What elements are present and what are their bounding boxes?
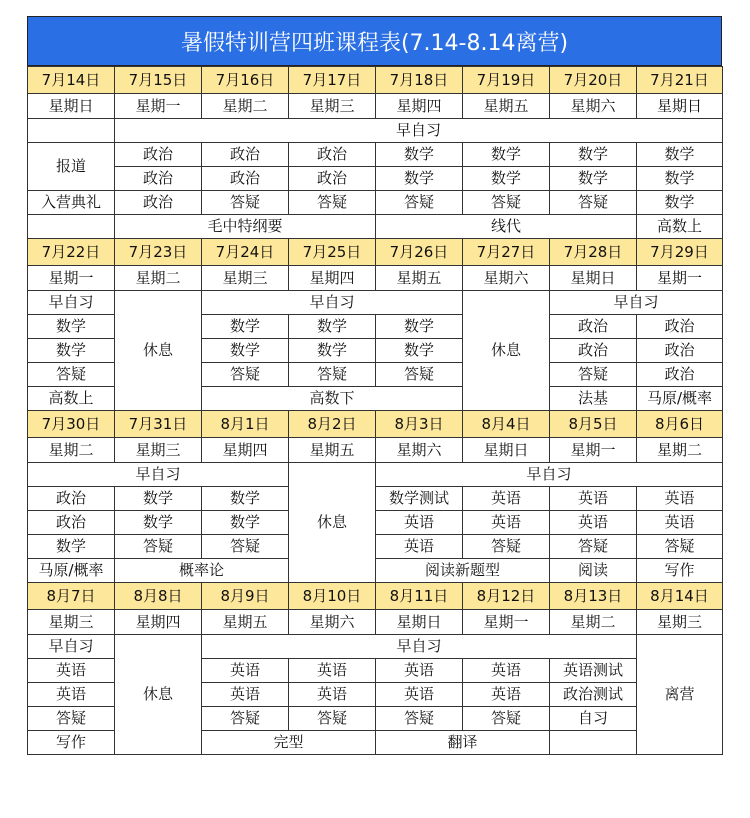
- weekday-cell: 星期四: [202, 438, 289, 463]
- session-cell: 高数上: [28, 387, 115, 411]
- session-cell: 答疑: [637, 535, 723, 559]
- session-cell: 英语: [463, 511, 550, 535]
- session-cell: 休息: [115, 291, 202, 411]
- session-cell: 入营典礼: [28, 191, 115, 215]
- session-cell: 数学: [28, 339, 115, 363]
- session-cell: 英语测试: [550, 659, 637, 683]
- weekday-row: [28, 438, 723, 463]
- session-cell: 报道: [28, 143, 115, 191]
- weekday-cell: 星期三: [289, 94, 376, 119]
- session-cell: 英语: [202, 659, 289, 683]
- session-cell: 高数上: [637, 215, 723, 239]
- session-cell: [28, 215, 115, 239]
- weekday-cell: 星期六: [376, 438, 463, 463]
- date-cell: 7月14日: [28, 67, 115, 94]
- session-cell: 答疑: [289, 363, 376, 387]
- session-cell: 答疑: [289, 707, 376, 731]
- session-cell: 英语: [28, 659, 115, 683]
- session-cell: 早自习: [550, 291, 723, 315]
- session-cell: 政治测试: [550, 683, 637, 707]
- date-cell: 8月9日: [202, 583, 289, 610]
- weekday-cell: 星期二: [115, 266, 202, 291]
- session-cell: 数学: [376, 143, 463, 167]
- session-row: [28, 511, 723, 535]
- date-cell: 8月5日: [550, 411, 637, 438]
- session-cell: 马原/概率: [637, 387, 723, 411]
- session-cell: 数学: [376, 339, 463, 363]
- session-cell: 数学: [28, 315, 115, 339]
- date-cell: 7月25日: [289, 239, 376, 266]
- session-cell: 早自习: [376, 463, 723, 487]
- session-cell: 答疑: [463, 191, 550, 215]
- session-cell: 马原/概率: [28, 559, 115, 583]
- session-cell: 数学: [289, 339, 376, 363]
- session-cell: 数学: [115, 511, 202, 535]
- date-cell: 7月28日: [550, 239, 637, 266]
- session-cell: 阅读新题型: [376, 559, 550, 583]
- date-cell: 8月7日: [28, 583, 115, 610]
- session-cell: 英语: [463, 659, 550, 683]
- session-cell: 英语: [463, 683, 550, 707]
- session-cell: 数学: [637, 167, 723, 191]
- session-cell: [28, 119, 115, 143]
- weekday-cell: 星期四: [376, 94, 463, 119]
- session-cell: 早自习: [115, 119, 723, 143]
- session-cell: 早自习: [28, 463, 289, 487]
- date-cell: 7月21日: [637, 67, 723, 94]
- date-cell: 7月22日: [28, 239, 115, 266]
- session-cell: 英语: [289, 683, 376, 707]
- date-cell: 7月31日: [115, 411, 202, 438]
- date-cell: 7月23日: [115, 239, 202, 266]
- page-title: 暑假特训营四班课程表(7.14-8.14离营): [27, 16, 722, 66]
- session-cell: 数学测试: [376, 487, 463, 511]
- weekday-cell: 星期三: [115, 438, 202, 463]
- session-cell: 政治: [202, 143, 289, 167]
- session-row: [28, 167, 723, 191]
- session-cell: 毛中特纲要: [115, 215, 376, 239]
- session-cell: 英语: [376, 511, 463, 535]
- session-cell: 政治: [637, 339, 723, 363]
- weekday-cell: 星期六: [550, 94, 637, 119]
- session-cell: 政治: [637, 315, 723, 339]
- date-cell: 8月1日: [202, 411, 289, 438]
- weekday-row: [28, 610, 723, 635]
- weekday-cell: 星期一: [637, 266, 723, 291]
- session-cell: 政治: [550, 315, 637, 339]
- weekday-cell: 星期一: [550, 438, 637, 463]
- session-cell: 数学: [463, 143, 550, 167]
- weekday-cell: 星期日: [376, 610, 463, 635]
- session-cell: 阅读: [550, 559, 637, 583]
- session-cell: 完型: [202, 731, 376, 755]
- session-cell: 答疑: [202, 191, 289, 215]
- session-row: [28, 291, 723, 315]
- date-cell: 8月6日: [637, 411, 723, 438]
- session-cell: 答疑: [550, 191, 637, 215]
- session-cell: 英语: [376, 659, 463, 683]
- session-cell: 答疑: [550, 363, 637, 387]
- session-cell: 英语: [637, 511, 723, 535]
- session-cell: 政治: [550, 339, 637, 363]
- date-cell: 8月13日: [550, 583, 637, 610]
- session-cell: 英语: [202, 683, 289, 707]
- session-cell: 数学: [202, 315, 289, 339]
- session-cell: 政治: [289, 167, 376, 191]
- session-cell: 自习: [550, 707, 637, 731]
- session-row: [28, 535, 723, 559]
- date-row: [28, 583, 723, 610]
- session-row: [28, 143, 723, 167]
- session-row: [28, 463, 723, 487]
- session-cell: 答疑: [202, 535, 289, 559]
- weekday-cell: 星期五: [463, 94, 550, 119]
- weekday-cell: 星期二: [550, 610, 637, 635]
- session-cell: 政治: [637, 363, 723, 387]
- weekday-cell: 星期一: [463, 610, 550, 635]
- weekday-cell: 星期日: [463, 438, 550, 463]
- weekday-cell: 星期四: [115, 610, 202, 635]
- session-row: [28, 635, 723, 659]
- session-cell: 数学: [202, 487, 289, 511]
- weekday-row: [28, 266, 723, 291]
- session-cell: 早自习: [202, 291, 463, 315]
- weekday-row: [28, 94, 723, 119]
- session-cell: 数学: [115, 487, 202, 511]
- session-cell: 数学: [202, 339, 289, 363]
- session-row: [28, 559, 723, 583]
- weekday-cell: 星期二: [637, 438, 723, 463]
- session-cell: 休息: [463, 291, 550, 411]
- session-row: [28, 191, 723, 215]
- session-cell: 数学: [202, 511, 289, 535]
- date-cell: 7月29日: [637, 239, 723, 266]
- schedule-table: [27, 66, 723, 755]
- session-cell: 政治: [115, 143, 202, 167]
- session-cell: 早自习: [28, 291, 115, 315]
- date-cell: 7月17日: [289, 67, 376, 94]
- weekday-cell: 星期六: [289, 610, 376, 635]
- weekday-cell: 星期五: [202, 610, 289, 635]
- date-cell: 8月12日: [463, 583, 550, 610]
- session-cell: 数学: [550, 167, 637, 191]
- session-cell: 政治: [202, 167, 289, 191]
- session-row: [28, 119, 723, 143]
- session-cell: 休息: [115, 635, 202, 755]
- weekday-cell: 星期日: [637, 94, 723, 119]
- date-cell: 8月14日: [637, 583, 723, 610]
- date-cell: 8月2日: [289, 411, 376, 438]
- date-row: [28, 67, 723, 94]
- session-cell: 答疑: [115, 535, 202, 559]
- session-cell: 数学: [376, 167, 463, 191]
- date-row: [28, 239, 723, 266]
- date-cell: 7月20日: [550, 67, 637, 94]
- session-cell: 英语: [550, 511, 637, 535]
- date-cell: 8月10日: [289, 583, 376, 610]
- schedule-body: [28, 67, 723, 755]
- session-cell: 数学: [463, 167, 550, 191]
- session-cell: 数学: [289, 315, 376, 339]
- date-cell: 7月27日: [463, 239, 550, 266]
- session-cell: 答疑: [202, 363, 289, 387]
- session-cell: 答疑: [550, 535, 637, 559]
- session-cell: 数学: [28, 535, 115, 559]
- session-cell: 英语: [376, 535, 463, 559]
- session-cell: 数学: [637, 191, 723, 215]
- weekday-cell: 星期五: [289, 438, 376, 463]
- date-cell: 7月30日: [28, 411, 115, 438]
- weekday-cell: 星期四: [289, 266, 376, 291]
- session-cell: [550, 731, 637, 755]
- session-cell: 答疑: [28, 707, 115, 731]
- session-cell: 高数下: [202, 387, 463, 411]
- weekday-cell: 星期六: [463, 266, 550, 291]
- date-cell: 7月15日: [115, 67, 202, 94]
- session-cell: 休息: [289, 463, 376, 583]
- weekday-cell: 星期五: [376, 266, 463, 291]
- session-cell: 答疑: [376, 363, 463, 387]
- session-cell: 答疑: [376, 707, 463, 731]
- session-cell: 翻译: [376, 731, 550, 755]
- weekday-cell: 星期三: [28, 610, 115, 635]
- session-cell: 英语: [28, 683, 115, 707]
- date-cell: 7月16日: [202, 67, 289, 94]
- session-cell: 数学: [550, 143, 637, 167]
- date-cell: 7月24日: [202, 239, 289, 266]
- session-row: [28, 215, 723, 239]
- session-cell: 英语: [463, 487, 550, 511]
- weekday-cell: 星期日: [28, 94, 115, 119]
- session-cell: 早自习: [28, 635, 115, 659]
- date-cell: 8月8日: [115, 583, 202, 610]
- session-cell: 英语: [550, 487, 637, 511]
- weekday-cell: 星期三: [202, 266, 289, 291]
- session-cell: 政治: [28, 511, 115, 535]
- session-cell: 概率论: [115, 559, 289, 583]
- weekday-cell: 星期一: [115, 94, 202, 119]
- session-cell: 答疑: [289, 191, 376, 215]
- session-cell: 答疑: [463, 707, 550, 731]
- session-cell: 答疑: [463, 535, 550, 559]
- session-cell: 政治: [115, 191, 202, 215]
- session-cell: 答疑: [376, 191, 463, 215]
- session-cell: 答疑: [202, 707, 289, 731]
- weekday-cell: 星期二: [28, 438, 115, 463]
- session-cell: 英语: [289, 659, 376, 683]
- date-cell: 8月4日: [463, 411, 550, 438]
- date-cell: 7月18日: [376, 67, 463, 94]
- date-cell: 7月19日: [463, 67, 550, 94]
- session-cell: 法基: [550, 387, 637, 411]
- session-cell: 线代: [376, 215, 637, 239]
- session-cell: 早自习: [202, 635, 637, 659]
- weekday-cell: 星期一: [28, 266, 115, 291]
- date-cell: 8月11日: [376, 583, 463, 610]
- session-cell: 政治: [28, 487, 115, 511]
- session-cell: 英语: [376, 683, 463, 707]
- date-row: [28, 411, 723, 438]
- weekday-cell: 星期三: [637, 610, 723, 635]
- session-cell: 答疑: [28, 363, 115, 387]
- session-cell: 数学: [376, 315, 463, 339]
- session-cell: 写作: [28, 731, 115, 755]
- session-cell: 政治: [289, 143, 376, 167]
- session-cell: 英语: [637, 487, 723, 511]
- session-cell: 数学: [637, 143, 723, 167]
- session-cell: 政治: [115, 167, 202, 191]
- date-cell: 8月3日: [376, 411, 463, 438]
- weekday-cell: 星期二: [202, 94, 289, 119]
- session-row: [28, 487, 723, 511]
- weekday-cell: 星期日: [550, 266, 637, 291]
- session-cell: 离营: [637, 635, 723, 755]
- date-cell: 7月26日: [376, 239, 463, 266]
- session-cell: 写作: [637, 559, 723, 583]
